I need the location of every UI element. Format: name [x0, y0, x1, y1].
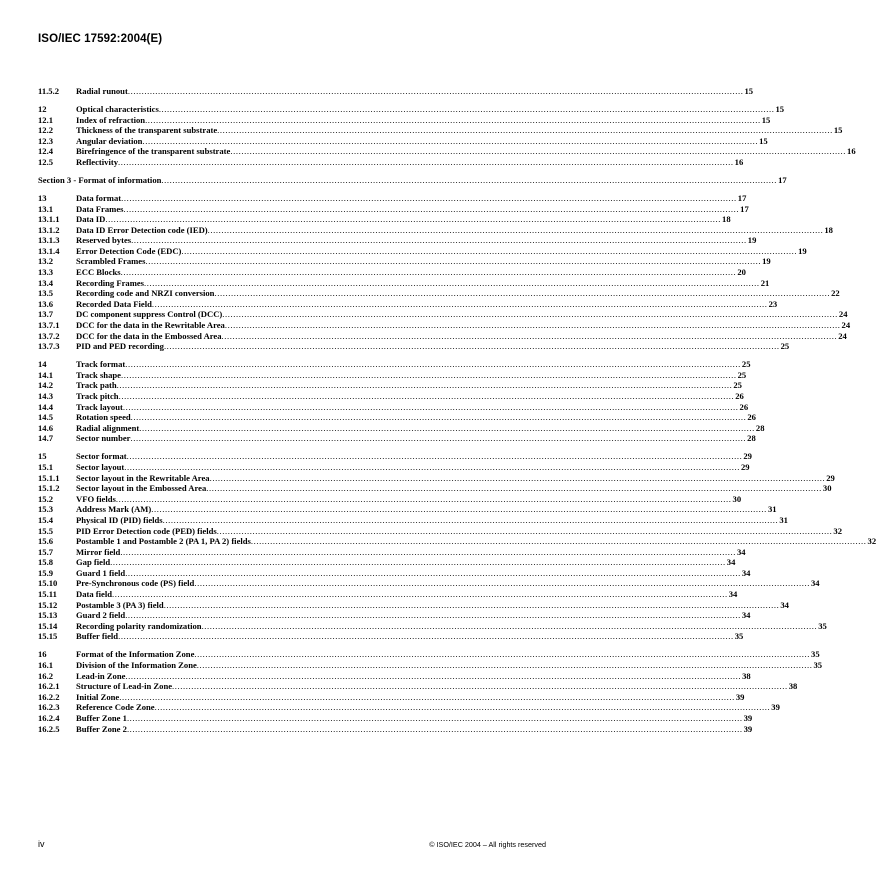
toc-entry[interactable]: [38, 433, 756, 444]
toc-entry-number: 14.5: [38, 412, 54, 423]
toc-entry-title: Guard 2 field: [76, 610, 126, 621]
toc-entry-number: 12.2: [38, 125, 54, 136]
toc-entry[interactable]: [38, 691, 745, 703]
toc-dot-leader: [251, 536, 867, 547]
toc-entry-title: DC component suppress Control (DCC): [76, 309, 223, 320]
toc-entry-title: Sector layout in the Rewritable Area: [76, 472, 210, 483]
toc-dot-leader: [121, 267, 737, 278]
toc-dot-leader: [105, 214, 721, 225]
toc-entry[interactable]: [38, 245, 807, 257]
toc-entry-number: 16: [38, 649, 47, 660]
toc-entry-page: 35: [734, 631, 744, 642]
toc-entry-number: 15.10: [38, 578, 58, 589]
toc-entry-page: 17: [740, 203, 749, 214]
toc-dot-leader: [131, 412, 747, 423]
toc-entry-page: 34: [736, 546, 746, 557]
toc-entry-page: 15: [761, 114, 771, 125]
toc-dot-leader: [116, 494, 732, 505]
toc-entry-page: 26: [739, 401, 749, 412]
toc-entry-page: 35: [818, 620, 827, 631]
toc-entry-page: 29: [740, 461, 750, 472]
toc-entry[interactable]: [38, 483, 832, 494]
toc-entry-number: 13.7.1: [38, 320, 60, 331]
toc-dot-leader: [163, 515, 779, 526]
toc-entry-title: Reference Code Zone: [76, 702, 155, 713]
toc-entry-title: Track format: [76, 359, 126, 370]
toc-entry[interactable]: [38, 380, 742, 391]
toc-entry-page: 16: [847, 146, 856, 157]
toc-entry[interactable]: [38, 114, 771, 126]
toc-entry[interactable]: [38, 391, 744, 402]
toc-entry-number: 15.8: [38, 557, 54, 568]
toc-dot-leader: [118, 157, 734, 168]
toc-entry-page: 20: [737, 267, 746, 278]
toc-entry-page: 30: [732, 493, 742, 504]
toc-entry-page: 15: [744, 86, 754, 96]
toc-entry-title: Optical characteristics: [76, 103, 159, 114]
toc-entry-number: 15.6: [38, 536, 54, 547]
toc-dot-leader: [145, 115, 761, 126]
toc-entry-title: Radial runout: [76, 86, 128, 96]
toc-entry-number: 16.2.5: [38, 723, 60, 734]
toc-entry-title: Buffer Zone 1: [76, 713, 127, 723]
toc-entry-page: 34: [728, 589, 738, 600]
toc-entry[interactable]: [38, 359, 751, 370]
toc-entry-title: Scrambled Frames: [76, 256, 146, 267]
toc-entry-page: 31: [767, 504, 777, 515]
toc-entry-title: Track pitch: [76, 391, 119, 401]
toc-dot-leader: [131, 235, 747, 246]
toc-entry-number: 14: [38, 359, 47, 370]
toc-dot-leader: [110, 557, 726, 568]
toc-spacer: [38, 642, 546, 649]
toc-entry-page: 38: [742, 670, 751, 681]
toc-entry-title: Track layout: [76, 401, 123, 412]
toc-entry-number: 13.3: [38, 267, 54, 278]
toc-entry-page: 19: [798, 245, 807, 256]
toc-entry-page: 23: [768, 298, 778, 309]
toc-dot-leader: [131, 433, 747, 444]
toc-entry-title: Address Mark (AM): [76, 504, 152, 515]
toc-entry-title: Buffer field: [76, 631, 119, 642]
toc-dot-leader: [121, 193, 737, 204]
toc-entry[interactable]: [38, 330, 847, 342]
toc-entry-page: 18: [824, 224, 833, 235]
toc-entry-page: 24: [838, 330, 847, 341]
toc-entry-title: Buffer Zone 2: [76, 723, 127, 734]
toc-entry-title: Guard 1 field: [76, 567, 126, 578]
toc-dot-leader: [172, 681, 788, 692]
toc-entry[interactable]: [38, 309, 848, 320]
toc-entry-page: 28: [755, 422, 765, 433]
toc-entry[interactable]: [38, 557, 736, 568]
toc-entry-page: 32: [833, 525, 842, 536]
toc-entry-number: 13.1.1: [38, 214, 60, 225]
toc-entry[interactable]: [38, 369, 747, 381]
toc-entry-title: Index of refraction: [76, 114, 146, 125]
toc-entry-page: 28: [747, 433, 756, 444]
toc-entry-title: Gap field: [76, 557, 111, 568]
table-of-contents: [38, 86, 876, 734]
toc-dot-leader: [202, 621, 818, 632]
toc-entry-number: 14.1: [38, 369, 54, 380]
toc-entry-number: 15.15: [38, 631, 58, 642]
toc-entry[interactable]: [38, 589, 738, 600]
toc-entry-title: Angular deviation: [76, 135, 143, 146]
toc-dot-leader: [225, 320, 841, 331]
toc-entry-title: Division of the Information Zone: [76, 660, 197, 671]
toc-entry-number: 16.1: [38, 660, 54, 671]
toc-entry-page: 34: [726, 557, 736, 568]
toc-entry-number: 15: [38, 451, 47, 462]
toc-entry-title: PID Error Detection code (PED) fields: [76, 525, 217, 536]
toc-dot-leader: [197, 660, 813, 671]
toc-entry-title: Recorded Data Field: [76, 298, 152, 309]
toc-entry[interactable]: [38, 670, 751, 682]
toc-entry[interactable]: [38, 713, 753, 724]
toc-entry-number: 13.6: [38, 298, 54, 309]
toc-entry-page: 34: [810, 578, 820, 589]
toc-entry-title: Structure of Lead-in Zone: [76, 681, 173, 692]
toc-entry-number: 15.9: [38, 567, 54, 578]
toc-entry[interactable]: [38, 288, 840, 299]
toc-entry-title: Data Frames: [76, 203, 124, 214]
toc-entry-number: 15.14: [38, 620, 58, 631]
toc-entry-title: Recording code and NRZI conversion: [76, 288, 215, 299]
toc-entry-number: 15.4: [38, 514, 54, 525]
toc-entry-page: 34: [741, 610, 751, 621]
toc-entry-title: Error Detection Code (EDC): [76, 245, 182, 256]
toc-entry-number: 12.5: [38, 156, 54, 167]
toc-dot-leader: [144, 278, 760, 289]
toc-entry-title: Track path: [76, 380, 117, 391]
toc-entry[interactable]: [38, 156, 744, 168]
toc-entry-number: 15.7: [38, 546, 54, 557]
toc-entry-page: 35: [813, 660, 823, 671]
toc-entry[interactable]: [38, 461, 750, 473]
toc-entry-number: 16.2.1: [38, 681, 60, 692]
toc-entry[interactable]: [38, 578, 820, 589]
toc-entry[interactable]: [38, 631, 744, 642]
toc-entry[interactable]: [38, 192, 747, 204]
toc-entry[interactable]: [38, 267, 746, 278]
toc-dot-leader: [125, 568, 741, 579]
toc-entry-page: 17: [737, 192, 747, 203]
toc-entry-title: Format of the Information Zone: [76, 649, 195, 660]
toc-dot-leader: [194, 649, 810, 660]
toc-spacer: [38, 444, 546, 451]
toc-entry[interactable]: [38, 298, 778, 310]
toc-dot-leader: [222, 331, 838, 342]
toc-entry[interactable]: [38, 525, 842, 537]
toc-dot-leader: [112, 589, 728, 600]
page-number: iv: [38, 839, 45, 849]
toc-entry-page: 24: [841, 320, 851, 331]
toc-entry-page: 16: [734, 156, 744, 167]
toc-entry-title: Postamble 3 (PA 3) field: [76, 599, 164, 610]
toc-dot-leader: [124, 462, 740, 473]
toc-dot-leader: [125, 671, 741, 682]
toc-entry-page: 29: [743, 451, 752, 462]
toc-entry-title: Thickness of the transparent substrate: [76, 125, 218, 136]
toc-entry[interactable]: [38, 723, 753, 735]
toc-dot-leader: [208, 225, 824, 236]
toc-entry[interactable]: [38, 514, 788, 526]
toc-dot-leader: [222, 309, 838, 320]
toc-entry-page: 15: [759, 135, 768, 146]
toc-entry-title: Lead-in Zone: [76, 670, 126, 681]
toc-entry-title: Pre-Synchronous code (PS) field: [76, 578, 195, 589]
toc-entry-number: 12.3: [38, 135, 54, 146]
toc-entry[interactable]: [38, 504, 777, 515]
toc-spacer: [38, 352, 546, 359]
toc-entry-title: Track shape: [76, 369, 121, 380]
toc-entry[interactable]: [38, 103, 785, 115]
toc-entry-page: 21: [760, 277, 770, 288]
toc-entry-title: Birefringence of the transparent substrate: [76, 146, 231, 157]
toc-entry-page: 26: [735, 391, 744, 401]
toc-dot-leader: [125, 359, 741, 370]
toc-spacer: [38, 186, 546, 193]
toc-entry-title: Recording Frames: [76, 277, 145, 288]
toc-entry[interactable]: [38, 660, 823, 671]
toc-dot-leader: [119, 692, 735, 703]
toc-dot-leader: [121, 370, 737, 381]
toc-section-entry[interactable]: [38, 174, 787, 186]
toc-entry[interactable]: [38, 451, 752, 462]
toc-entry-number: 15.1.2: [38, 483, 60, 494]
toc-entry-title: ECC Blocks: [76, 267, 121, 278]
toc-dot-leader: [125, 610, 741, 621]
toc-entry-number: 16.2.3: [38, 702, 60, 713]
toc-entry-title: VFO fields: [76, 493, 116, 504]
toc-spacer: [38, 97, 546, 104]
toc-entry-number: 15.11: [38, 589, 57, 600]
toc-entry-page: 34: [780, 599, 789, 610]
toc-entry-title: Data format: [76, 192, 122, 203]
toc-entry-title: Section 3 - Format of information: [38, 174, 162, 185]
toc-entry-title: Sector format: [76, 451, 127, 462]
toc-entry-page: 39: [735, 691, 745, 702]
toc-entry-title: Reflectivity: [76, 156, 118, 167]
toc-entry-title: Data ID: [76, 214, 106, 225]
toc-entry[interactable]: [38, 620, 827, 632]
toc-entry-page: 22: [831, 288, 840, 299]
toc-entry-number: 13.2: [38, 256, 54, 267]
toc-dot-leader: [127, 713, 743, 724]
toc-entry-number: 12.1: [38, 114, 54, 125]
toc-dot-leader: [127, 451, 743, 462]
toc-entry-number: 11.5.2: [38, 86, 60, 96]
toc-entry-number: 13.1.2: [38, 224, 60, 235]
toc-entry-page: 25: [780, 341, 790, 352]
copyright-notice: © ISO/IEC 2004 – All rights reserved: [429, 840, 546, 849]
toc-entry[interactable]: [38, 256, 771, 267]
toc-entry-number: 16.2.4: [38, 713, 60, 723]
toc-entry-number: 13.1.3: [38, 235, 60, 246]
toc-entry-title: Rotation speed: [76, 412, 131, 423]
toc-entry[interactable]: [38, 681, 798, 692]
toc-entry-number: 12: [38, 103, 47, 114]
toc-entry[interactable]: [38, 412, 756, 423]
toc-entry-number: 12.4: [38, 146, 54, 157]
toc-entry-page: 15: [833, 125, 843, 136]
toc-dot-leader: [161, 175, 777, 186]
toc-entry[interactable]: [38, 214, 731, 225]
toc-entry[interactable]: [38, 203, 749, 215]
toc-entry-number: 15.3: [38, 504, 54, 515]
toc-dot-leader: [217, 125, 833, 136]
toc-dot-leader: [123, 402, 739, 413]
toc-entry-title: Sector layout: [76, 461, 125, 472]
toc-entry-page: 25: [733, 380, 742, 391]
toc-entry-page: 24: [838, 309, 848, 320]
toc-entry-title: Sector layout in the Embossed Area: [76, 483, 207, 494]
toc-dot-leader: [128, 86, 744, 97]
toc-entry[interactable]: [38, 702, 780, 713]
toc-entry-number: 13.4: [38, 277, 54, 288]
toc-entry-number: 15.13: [38, 610, 58, 621]
toc-entry-page: 31: [779, 514, 788, 525]
toc-entry-number: 13.7.3: [38, 341, 60, 352]
toc-entry-number: 14.4: [38, 401, 54, 412]
toc-entry[interactable]: [38, 135, 768, 147]
toc-entry-title: Sector number: [76, 433, 131, 444]
toc-entry-number: 14.7: [38, 433, 54, 444]
toc-entry[interactable]: [38, 341, 790, 352]
toc-dot-leader: [119, 391, 735, 402]
toc-entry-number: 13.1: [38, 203, 54, 214]
toc-dot-leader: [217, 526, 833, 537]
toc-entry[interactable]: [38, 125, 843, 136]
toc-entry-page: 19: [747, 235, 757, 246]
toc-entry-number: 13.7.2: [38, 330, 60, 341]
toc-entry-title: PID and PED recording: [76, 341, 164, 352]
toc-entry[interactable]: [38, 649, 820, 660]
toc-entry-page: 35: [811, 649, 820, 660]
toc-entry-number: 14.6: [38, 422, 54, 433]
toc-entry-number: 15.5: [38, 525, 54, 536]
toc-entry-title: DCC for the data in the Rewritable Area: [76, 320, 225, 331]
toc-entry[interactable]: [38, 401, 749, 413]
toc-dot-leader: [159, 104, 775, 115]
toc-entry-page: 39: [743, 713, 753, 723]
toc-dot-leader: [155, 702, 771, 713]
toc-entry-page: 18: [722, 214, 731, 225]
toc-entry-page: 15: [775, 103, 785, 114]
toc-dot-leader: [118, 631, 734, 642]
toc-dot-leader: [214, 288, 830, 299]
toc-entry[interactable]: [38, 86, 754, 97]
toc-entry-number: 15.1.1: [38, 472, 60, 483]
toc-dot-leader: [164, 341, 780, 352]
toc-entry[interactable]: [38, 224, 833, 236]
toc-dot-leader: [142, 136, 758, 147]
toc-dot-leader: [194, 578, 810, 589]
toc-entry-title: Data ID Error Detection code (IED): [76, 224, 208, 235]
toc-entry-number: 16.2: [38, 670, 54, 681]
toc-entry-number: 14.2: [38, 380, 54, 391]
toc-entry[interactable]: [38, 567, 751, 579]
toc-entry[interactable]: [38, 422, 765, 434]
toc-entry-title: Physical ID (PID) fields: [76, 514, 163, 525]
toc-entry-page: 39: [771, 702, 780, 713]
toc-dot-leader: [152, 299, 768, 310]
toc-entry[interactable]: [38, 235, 757, 246]
toc-entry-title: DCC for the data in the Embossed Area: [76, 330, 222, 341]
toc-entry-number: 13.5: [38, 288, 54, 299]
toc-entry[interactable]: [38, 536, 876, 547]
toc-entry-page: 38: [788, 681, 798, 692]
toc-entry-number: 15.2: [38, 493, 54, 504]
toc-entry-title: Recording polarity randomization: [76, 620, 202, 631]
toc-entry[interactable]: [38, 493, 742, 505]
toc-dot-leader: [230, 146, 846, 157]
toc-entry-page: 29: [826, 472, 835, 483]
toc-entry-title: Radial alignment: [76, 422, 140, 433]
toc-spacer: [38, 168, 546, 175]
toc-entry-number: 13.1.4: [38, 245, 60, 256]
toc-dot-leader: [127, 724, 743, 735]
toc-entry-title: Mirror field: [76, 546, 121, 557]
toc-entry[interactable]: [38, 277, 770, 289]
toc-entry-page: 26: [747, 412, 756, 423]
toc-entry[interactable]: [38, 610, 751, 621]
toc-entry-page: 17: [778, 174, 787, 185]
toc-entry-page: 25: [737, 369, 747, 380]
toc-entry-title: Data field: [76, 589, 113, 600]
toc-entry-title: Reserved bytes: [76, 235, 132, 246]
toc-dot-leader: [120, 547, 736, 558]
toc-dot-leader: [124, 204, 740, 215]
toc-entry-number: 13.7: [38, 309, 54, 320]
toc-dot-leader: [164, 600, 780, 611]
toc-entry[interactable]: [38, 320, 851, 331]
toc-dot-leader: [145, 256, 761, 267]
toc-entry-page: 19: [762, 256, 771, 267]
toc-entry-number: 16.2.2: [38, 691, 60, 702]
toc-dot-leader: [181, 246, 797, 257]
toc-entry-page: 34: [741, 567, 751, 578]
toc-entry-title: Initial Zone: [76, 691, 120, 702]
toc-dot-leader: [117, 380, 733, 391]
toc-entry[interactable]: [38, 472, 835, 484]
toc-entry-number: 14.3: [38, 391, 54, 401]
toc-entry-number: 15.12: [38, 599, 58, 610]
toc-entry[interactable]: [38, 599, 789, 611]
toc-dot-leader: [151, 504, 767, 515]
toc-entry-number: 15.1: [38, 461, 54, 472]
document-header: ISO/IEC 17592:2004(E): [38, 33, 163, 45]
toc-entry-title: Postamble 1 and Postamble 2 (PA 1, PA 2) fields: [76, 536, 251, 547]
toc-entry[interactable]: [38, 546, 746, 558]
toc-entry[interactable]: [38, 146, 856, 157]
toc-dot-leader: [139, 423, 755, 434]
toc-entry-page: 39: [743, 723, 753, 734]
toc-entry-page: 30: [822, 483, 832, 494]
toc-dot-leader: [206, 483, 822, 494]
toc-entry-number: 13: [38, 192, 47, 203]
toc-entry-page: 32: [867, 536, 876, 547]
toc-dot-leader: [210, 473, 826, 484]
toc-entry-page: 25: [741, 359, 751, 370]
